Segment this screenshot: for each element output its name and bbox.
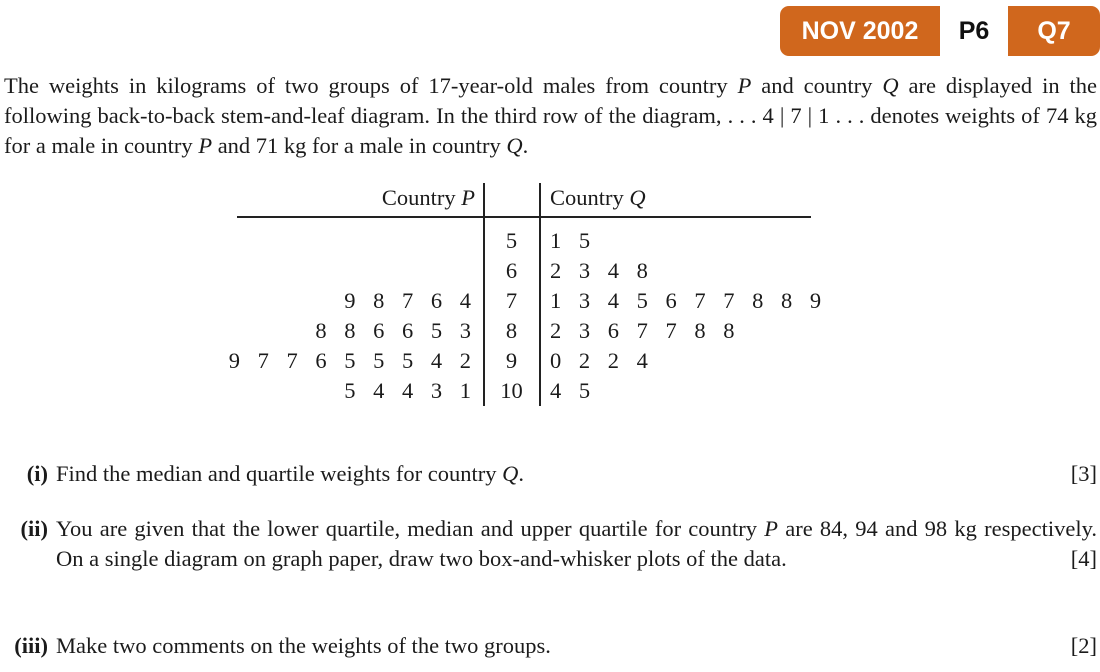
stem-value: 8 (505, 318, 518, 343)
country-q-header-variable: Q (629, 185, 646, 210)
badge-question-number: Q7 (1037, 16, 1071, 45)
question-text (56, 459, 1059, 489)
left-leaves: 9 8 7 6 4 (344, 288, 471, 313)
country-p-variable: P (198, 133, 213, 158)
question-text-part: . (518, 461, 525, 486)
stem-leaf-row (0, 256, 1100, 286)
left-leaves: 5 4 4 3 1 (344, 378, 471, 403)
stem-leaf-row (0, 376, 1100, 406)
right-leaves: 1 5 (550, 228, 591, 253)
marks-badge: [2] (1070, 633, 1097, 658)
left-leaves: 9 7 7 6 5 5 5 4 2 (228, 348, 471, 373)
question-label: (i) (26, 461, 48, 486)
marks-badge: [3] (1070, 461, 1097, 486)
stem-leaf-row (0, 346, 1100, 376)
question-text (56, 514, 1097, 574)
country-p-header-variable: P (461, 185, 475, 210)
marks-badge: [4] (1070, 546, 1097, 571)
left-leaves (0, 256, 483, 286)
country-q-variable: Q (502, 461, 519, 486)
stem-leaf-header-row (0, 183, 1100, 218)
stem-header-cell (483, 183, 540, 218)
exam-badge (780, 6, 1100, 56)
stem-leaf-row (0, 226, 1100, 256)
question-label: (iii) (14, 633, 48, 658)
question-label: (ii) (20, 516, 48, 541)
intro-text: are displayed in the following back-to-back stem-and-leaf diagram. In the third row of the diagram, . . . 4 | 7 | 1 . . . denotes weights of 74 kg for a male in country (4, 73, 1098, 158)
stem-value: 9 (505, 348, 518, 373)
question-ii (0, 514, 1097, 574)
right-leaves: 2 3 4 8 (550, 258, 648, 283)
right-leaves: 0 2 2 4 (550, 348, 648, 373)
stem-value: 5 (505, 228, 518, 253)
question-text (56, 631, 1059, 661)
left-leaves: 8 8 6 6 5 3 (315, 318, 471, 343)
intro-text: . (522, 133, 529, 158)
right-leaves: 4 5 (550, 378, 591, 403)
right-leaves: 1 3 4 5 6 7 7 8 8 9 (550, 288, 822, 313)
intro-text: and country (751, 73, 883, 98)
country-q-header-text: Country (550, 185, 630, 210)
country-p-variable: P (737, 73, 752, 98)
question-i (0, 459, 1097, 489)
question-intro-paragraph (4, 71, 1097, 161)
stem-leaf-row (0, 286, 1100, 316)
question-text-part: Make two comments on the weights of the two groups. (56, 633, 551, 658)
stem-and-leaf-table (0, 183, 1100, 406)
table-top-rule (237, 216, 811, 218)
country-q-header (540, 183, 1100, 218)
question-iii (0, 631, 1097, 661)
country-q-variable: Q (882, 73, 899, 98)
intro-text: The weights in kilograms of two groups of 17-year-old males from country (4, 73, 738, 98)
question-text-part: are 84, 94 and 98 kg respectively. On a single diagram on graph paper, draw two box-and-whisker plots of the data. (56, 516, 1097, 571)
intro-text: and 71 kg for a male in country (212, 133, 507, 158)
country-p-header (0, 183, 483, 218)
country-p-variable: P (764, 516, 778, 541)
question-text-part: Find the median and quartile weights for country (56, 461, 503, 486)
stem-leaf-row (0, 316, 1100, 346)
stem-value: 6 (505, 258, 518, 283)
badge-paper-number: P6 (940, 6, 1008, 56)
country-p-header-text: Country (381, 185, 462, 210)
question-text-part: You are given that the lower quartile, median and upper quartile for country (56, 516, 765, 541)
country-q-variable: Q (506, 133, 523, 158)
left-leaves (0, 226, 483, 256)
stem-leaf-body (0, 218, 1100, 406)
stem-value: 10 (500, 378, 523, 403)
right-leaves: 2 3 6 7 7 8 8 (550, 318, 735, 343)
badge-session-date: NOV 2002 (801, 16, 919, 45)
stem-value: 7 (505, 288, 518, 313)
